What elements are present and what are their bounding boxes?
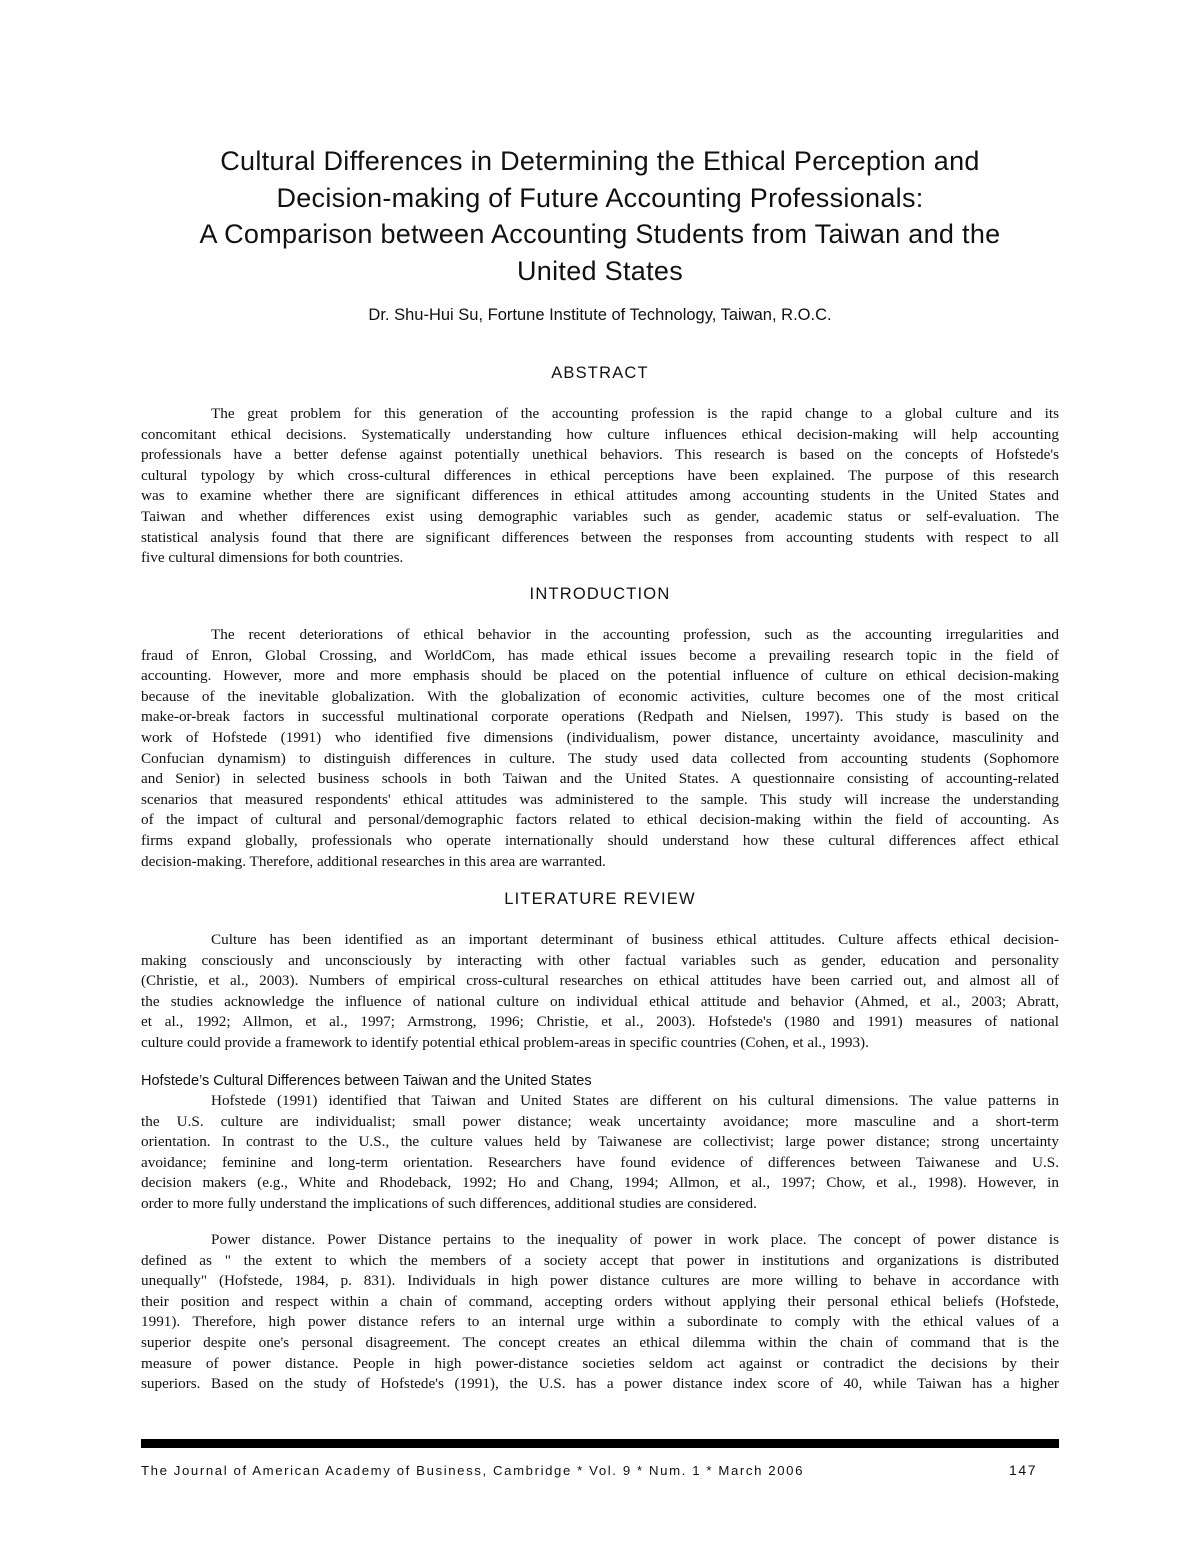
journal-citation: The Journal of American Academy of Business, Cambridge * Vol. 9 * Num. 1 * March 2006: [141, 1463, 805, 1478]
paragraph-line: The recent deteriorations of ethical behavior in the accounting profession, such as the accounting irregularities and: [211, 626, 1059, 643]
paragraph-line: making consciously and unconsciously by interacting with other factual variables such as gender, education and personality: [141, 951, 1059, 969]
paragraph-line: fraud of Enron, Global Crossing, and WorldCom, has made ethical issues become a prevailing research topic in the field of: [141, 646, 1059, 664]
hofstede-section: [141, 1071, 1059, 1092]
paragraph-line: Confucian dynamism) to distinguish differences in culture. The study used data collected from accounting students (Sophomore: [141, 749, 1059, 767]
paper-title: [121, 143, 1079, 289]
paragraph-line: measure of power distance. People in high power-distance societies seldom act against or contradict the decisions by their: [141, 1354, 1059, 1372]
paragraph-line: decision makers (e.g., White and Rhodeback, 1992; Ho and Chang, 1994; Allmon, et al., 1997; Chow, et al., 1998). However, in: [141, 1174, 1059, 1192]
introduction-body: [141, 625, 1059, 872]
title-line: Decision-making of Future Accounting Professionals:: [276, 182, 924, 213]
hofstede-body: [141, 1091, 1059, 1215]
paragraph-line: their position and respect within a chain of command, accepting orders without applying their personal ethical beliefs (Hofstede,: [141, 1292, 1059, 1310]
literature-review-heading: LITERATURE REVIEW: [504, 890, 696, 908]
paragraph-line: Taiwan and whether differences exist using demographic variables such as gender, academic status or self-evaluation. The: [141, 507, 1059, 525]
paragraph-line: superiors. Based on the study of Hofstede's (1991), the U.S. has a power distance index score of 40, while Taiwan has a higher: [141, 1375, 1059, 1393]
paragraph-line: orientation. In contrast to the U.S., the culture values held by Taiwanese are collectivist; large power distance; strong uncertainty: [141, 1133, 1059, 1151]
paragraph-line: Hofstede (1991) identified that Taiwan and United States are different on his cultural dimensions. The value patterns in: [211, 1092, 1059, 1109]
title-line: United States: [517, 255, 683, 286]
paragraph-line: the studies acknowledge the influence of national culture on individual ethical attitude and behavior (Ahmed, et al., 2003; Abratt,: [141, 992, 1059, 1010]
paragraph-line: order to more fully understand the implications of such differences, additional studies are considered.: [141, 1194, 757, 1212]
footer-rule: [141, 1439, 1059, 1448]
paragraph-line: et al., 1992; Allmon, et al., 1997; Armstrong, 1996; Christie, et al., 2003). Hofstede's (1980 and 1991) measures of national: [141, 1013, 1059, 1031]
abstract-heading: ABSTRACT: [551, 364, 649, 382]
paragraph-line: defined as " the extent to which the members of a society accept that power in institutions and organizations is distributed: [141, 1251, 1059, 1269]
abstract-body: [141, 404, 1059, 569]
page-number: 147: [1009, 1462, 1038, 1478]
paragraph-line: accounting. However, more and more emphasis should be placed on the potential influence of culture on ethical decision-making: [141, 667, 1059, 685]
paragraph-line: and Senior) in selected business schools in both Taiwan and the United States. A questionnaire consisting of accounting-related: [141, 770, 1059, 788]
paragraph-line: of the impact of cultural and personal/demographic factors related to ethical decision-making within the field of accounting. As: [141, 811, 1059, 829]
paragraph-line: 1991). Therefore, high power distance refers to an internal urge within a subordinate to comply with the ethical values of a: [141, 1313, 1059, 1331]
paragraph-line: (Christie, et al., 2003). Numbers of empirical cross-cultural researches on ethical attitudes have been carried out, and almost all of: [141, 972, 1059, 990]
paragraph-line: firms expand globally, professionals who operate internationally should understand how these cultural differences affect ethical: [141, 831, 1059, 849]
paragraph-line: statistical analysis found that there are significant differences between the responses from accounting students with respect to all: [141, 528, 1059, 546]
paragraph-line: make-or-break factors in successful multinational corporate operations (Redpath and Nielsen, 1997). This study is based on the: [141, 708, 1059, 726]
literature-review-body: [141, 930, 1059, 1054]
author-affiliation: Dr. Shu-Hui Su, Fortune Institute of Technology, Taiwan, R.O.C.: [368, 306, 832, 324]
title-line: A Comparison between Accounting Students from Taiwan and the: [199, 219, 1001, 249]
power-distance-body: [141, 1230, 1059, 1395]
title-line: Cultural Differences in Determining the Ethical Perception and: [220, 146, 980, 176]
paragraph-line: professionals have a better defense against potentially unethical behaviors. This research is based on the concepts of Hofstede's: [141, 446, 1059, 464]
introduction-heading: INTRODUCTION: [529, 585, 671, 603]
hofstede-subheading: Hofstede’s Cultural Differences between Taiwan and the United States: [141, 1073, 592, 1089]
paragraph-line: work of Hofstede (1991) who identified five dimensions (individualism, power distance, uncertainty avoidance, masculinity and: [141, 728, 1059, 746]
paragraph-line: was to examine whether there are significant differences in ethical attitudes among accounting students in the United States and: [141, 487, 1059, 505]
paragraph-line: cultural typology by which cross-cultural differences in ethical perceptions have been explained. The purpose of this research: [141, 466, 1059, 484]
paragraph-line: scenarios that measured respondents' ethical attitudes was administered to the sample. This study will increase the understanding: [141, 790, 1059, 808]
paragraph-line: superior despite one's personal disagreement. The concept creates an ethical dilemma within the chain of command that is the: [141, 1333, 1059, 1351]
paragraph-line: five cultural dimensions for both countries.: [141, 549, 404, 567]
paragraph-line: the U.S. culture are individualist; small power distance; weak uncertainty avoidance; more masculine and a short-term: [141, 1112, 1059, 1130]
paragraph-line: culture could provide a framework to identify potential ethical problem-areas in specific countries (Cohen, et al., 1993).: [141, 1033, 869, 1051]
paragraph-line: Power distance. Power Distance pertains to the inequality of power in work place. The concept of power distance is: [211, 1231, 1059, 1248]
paragraph-line: Culture has been identified as an important determinant of business ethical attitudes. Culture affects ethical decision-: [211, 931, 1059, 948]
paragraph-line: concomitant ethical decisions. Systematically understanding how culture influences ethical decision-making will help accounting: [141, 425, 1059, 443]
paragraph-line: avoidance; feminine and long-term orientation. Researchers have found evidence of differences between Taiwanese and U.S.: [141, 1153, 1059, 1171]
paragraph-line: decision-making. Therefore, additional researches in this area are warranted.: [141, 852, 606, 870]
paragraph-line: because of the inevitable globalization. With the globalization of economic activities, culture becomes one of the most critical: [141, 687, 1059, 705]
paragraph-line: The great problem for this generation of the accounting profession is the rapid change to a global culture and its: [211, 405, 1059, 422]
paragraph-line: unequally" (Hofstede, 1984, p. 831). Individuals in high power distance cultures are more willing to behave in accordance with: [141, 1272, 1059, 1290]
